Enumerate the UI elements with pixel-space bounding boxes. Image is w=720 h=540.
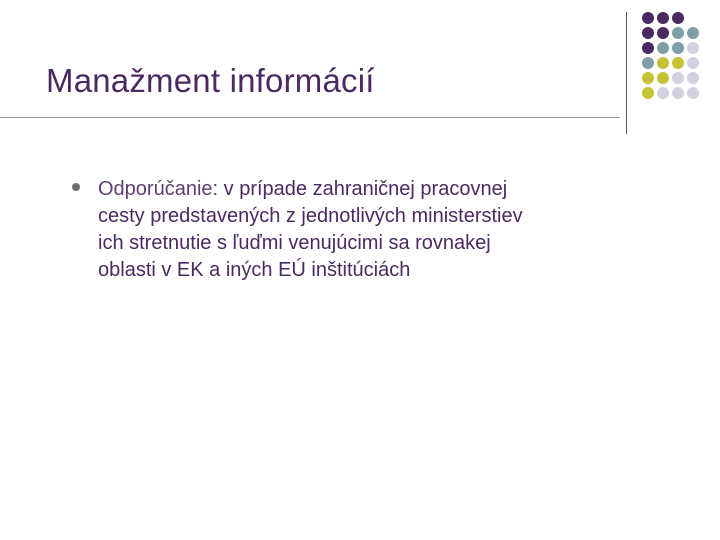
dot-teal	[672, 42, 684, 54]
dot-purple	[642, 42, 654, 54]
dot-olive	[672, 57, 684, 69]
bullet-line-4: oblasti v EK a iných EÚ inštitúciách	[98, 259, 411, 281]
bullet-label: Odporúčanie:	[98, 178, 219, 200]
slide-title: Manažment informácií	[46, 62, 375, 99]
dot-olive	[642, 87, 654, 99]
dot-purple	[642, 27, 654, 39]
bullet-line-1: v prípade zahraničnej pracovnej	[218, 178, 508, 200]
dot-lavender	[687, 57, 699, 69]
dot-purple	[657, 27, 669, 39]
bullet-line-2: cesty predstavených z jednotlivých ministerstiev	[98, 205, 523, 227]
dot-teal	[657, 42, 669, 54]
dot-teal	[642, 57, 654, 69]
dot-olive	[657, 72, 669, 84]
dot-purple	[642, 12, 654, 24]
dot-olive	[657, 57, 669, 69]
dot-lavender	[687, 87, 699, 99]
dot-olive	[642, 72, 654, 84]
dot-purple	[657, 12, 669, 24]
bullet-text	[98, 176, 678, 284]
dot-lavender	[672, 87, 684, 99]
dot-teal	[672, 27, 684, 39]
title-divider-horizontal	[0, 117, 620, 118]
bullet-marker-icon	[72, 183, 80, 191]
dot-lavender	[672, 72, 684, 84]
dot-purple	[672, 12, 684, 24]
dot-teal	[687, 27, 699, 39]
title-divider-vertical	[626, 12, 627, 134]
dot-lavender	[657, 87, 669, 99]
dot-lavender	[687, 42, 699, 54]
dot-lavender	[687, 72, 699, 84]
bullet-line-3: ich stretnutie s ľuďmi venujúcimi sa rovnakej	[98, 232, 491, 254]
